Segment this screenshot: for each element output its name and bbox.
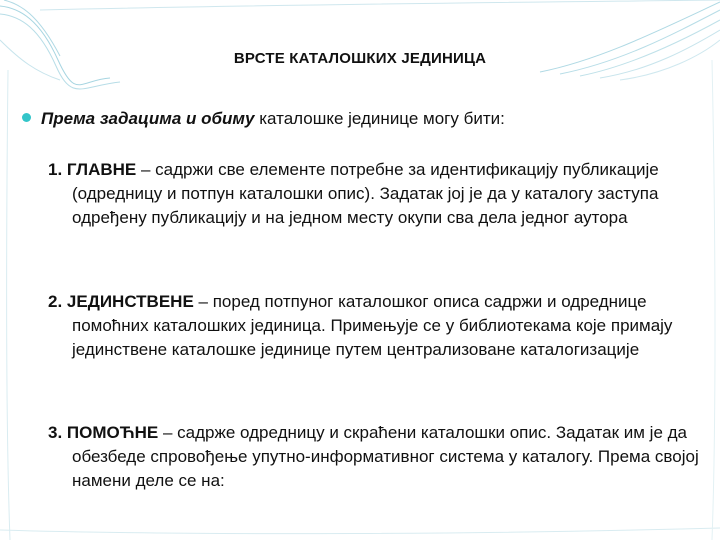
bullet-dot-icon	[22, 113, 31, 122]
item-number: 2.	[48, 292, 63, 311]
list-item-jedinstvene	[48, 290, 702, 362]
intro-text: каталошке јединице могу бити:	[259, 109, 505, 128]
item-text: – садрже одредницу и скраћени каталошки опис. Задатак им је да обезбеде спровођење упутно-информативног система у каталогу. Према својој намени деле се на:	[72, 423, 699, 490]
item-text: – поред потпуног каталошког описа садржи и одреднице помоћних каталошких јединица. Примењује се у библиотекама које примају јединствене каталошке јединице путем централизоване каталогизације	[72, 292, 673, 359]
item-term: ЈЕДИНСТВЕНЕ	[66, 292, 194, 311]
list-item-pomocne	[48, 421, 702, 493]
item-number: 1.	[48, 160, 63, 179]
item-number: 3.	[48, 423, 63, 442]
list-item-glavne	[48, 158, 702, 230]
item-term: ПОМОЋНЕ	[66, 423, 159, 442]
item-term: ГЛАВНЕ	[66, 160, 137, 179]
slide-title: ВРСТЕ КАТАЛОШКИХ ЈЕДИНИЦА	[233, 50, 487, 67]
intro-emphasis: Према задацима и обиму	[41, 109, 255, 128]
item-text: – садржи све елементе потребне за идентификацију публикације (одредницу и потпун каталошки опис). Задатак јој је да у каталогу заступа одређену публикацију и на једном месту окупи сва дела једног аутора	[72, 160, 659, 227]
intro-bullet	[22, 108, 702, 130]
